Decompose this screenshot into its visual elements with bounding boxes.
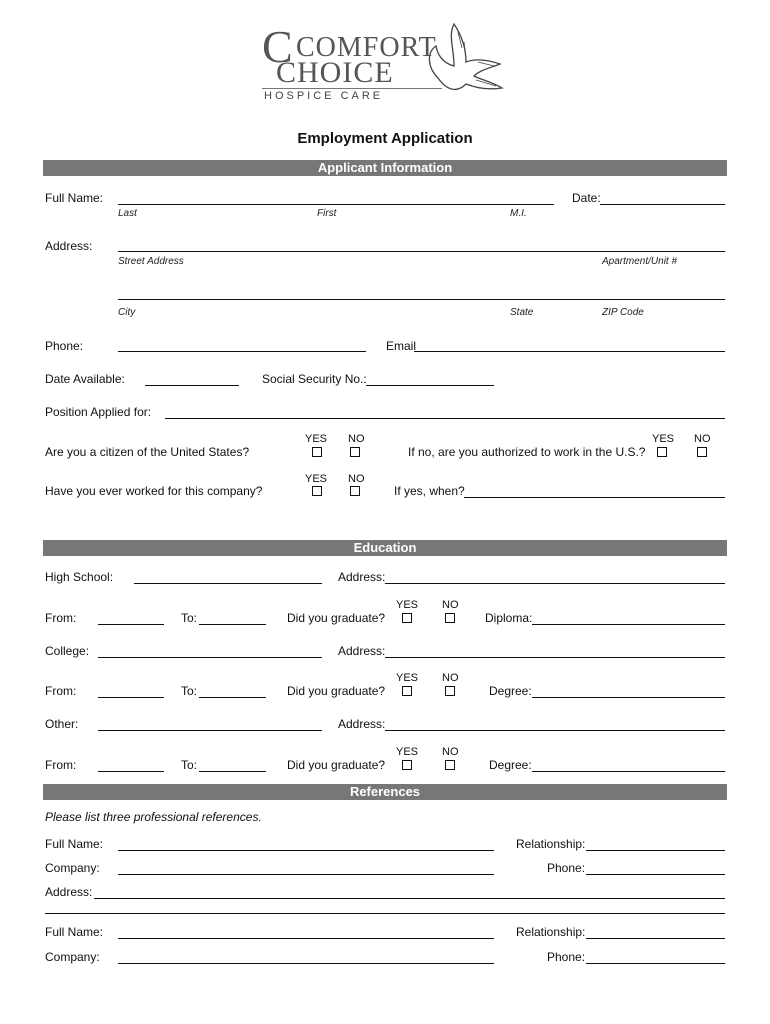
ref1-phone-label: Phone:: [547, 861, 586, 875]
college-label: College:: [45, 644, 90, 658]
date-label: Date:: [572, 191, 601, 205]
college-to-field[interactable]: [199, 697, 266, 698]
section-header-applicant: Applicant Information: [43, 160, 727, 176]
worked-no-label: NO: [348, 473, 365, 485]
ref2-company-field[interactable]: [118, 963, 494, 964]
logo-line1: COMFORT: [296, 32, 437, 63]
other-to-field[interactable]: [199, 771, 266, 772]
college-from-label: From:: [45, 684, 77, 698]
ref2-full-name-field[interactable]: [118, 938, 494, 939]
college-no-checkbox[interactable]: [445, 686, 455, 696]
logo-line3: HOSPICE CARE: [264, 90, 384, 102]
college-no-label: NO: [442, 672, 459, 684]
college-to-label: To:: [181, 684, 198, 698]
college-address-label: Address:: [338, 644, 386, 658]
ref1-company-label: Company:: [45, 861, 100, 875]
state-caption: State: [510, 307, 534, 318]
college-field[interactable]: [98, 657, 322, 658]
address-label: Address:: [45, 239, 93, 253]
hs-from-label: From:: [45, 611, 77, 625]
college-graduate-question: Did you graduate?: [287, 684, 386, 698]
ref2-company-label: Company:: [45, 950, 100, 964]
other-yes-checkbox[interactable]: [402, 760, 412, 770]
college-yes-checkbox[interactable]: [402, 686, 412, 696]
ref1-company-field[interactable]: [118, 874, 494, 875]
ref1-address-label: Address:: [45, 885, 93, 899]
street-caption: Street Address: [118, 256, 184, 267]
other-graduate-question: Did you graduate?: [287, 758, 386, 772]
ref1-relationship-label: Relationship:: [516, 837, 586, 851]
hs-from-field[interactable]: [98, 624, 164, 625]
college-from-field[interactable]: [98, 697, 164, 698]
references-intro: Please list three professional references.: [45, 810, 262, 824]
citizen-question: Are you a citizen of the United States?: [45, 445, 250, 459]
dove-icon: [418, 18, 510, 100]
ssn-field[interactable]: [366, 385, 494, 386]
other-degree-label: Degree:: [489, 758, 532, 772]
date-field[interactable]: [600, 204, 725, 205]
hs-address-label: Address:: [338, 570, 386, 584]
hs-yes-label: YES: [396, 599, 419, 611]
ssn-label: Social Security No.:: [262, 372, 367, 386]
college-address-field[interactable]: [385, 657, 725, 658]
section-header-references: References: [43, 784, 727, 800]
other-from-field[interactable]: [98, 771, 164, 772]
authorized-yes-checkbox[interactable]: [657, 447, 667, 457]
other-to-label: To:: [181, 758, 198, 772]
hs-no-label: NO: [442, 599, 459, 611]
position-label: Position Applied for:: [45, 405, 152, 419]
if-yes-when-label: If yes, when?: [394, 484, 465, 498]
hs-no-checkbox[interactable]: [445, 613, 455, 623]
ref1-address-line2[interactable]: [45, 913, 725, 914]
other-label: Other:: [45, 717, 79, 731]
other-field[interactable]: [98, 730, 322, 731]
ref2-relationship-field[interactable]: [586, 938, 725, 939]
full-name-label: Full Name:: [45, 191, 104, 205]
logo-letter-c1: C: [262, 21, 293, 72]
phone-field[interactable]: [118, 351, 366, 352]
email-label: Email: [386, 339, 417, 353]
zip-caption: ZIP Code: [602, 307, 644, 318]
phone-label: Phone:: [45, 339, 84, 353]
hs-graduate-question: Did you graduate?: [287, 611, 386, 625]
apt-caption: Apartment/Unit #: [602, 256, 678, 267]
other-yes-label: YES: [396, 746, 419, 758]
other-address-label: Address:: [338, 717, 386, 731]
worked-no-checkbox[interactable]: [350, 486, 360, 496]
if-yes-when-field[interactable]: [464, 497, 725, 498]
logo-line2: CHOICE: [276, 56, 394, 89]
ref2-phone-label: Phone:: [547, 950, 586, 964]
ref2-phone-field[interactable]: [586, 963, 725, 964]
section-header-education: Education: [43, 540, 727, 556]
college-degree-label: Degree:: [489, 684, 532, 698]
full-name-field[interactable]: [118, 204, 554, 205]
diploma-label: Diploma:: [485, 611, 533, 625]
authorized-question: If no, are you authorized to work in the U.S.?: [408, 445, 646, 459]
date-available-field[interactable]: [145, 385, 239, 386]
ref1-phone-field[interactable]: [586, 874, 725, 875]
ref1-relationship-field[interactable]: [586, 850, 725, 851]
high-school-label: High School:: [45, 570, 114, 584]
hs-yes-checkbox[interactable]: [402, 613, 412, 623]
hs-to-label: To:: [181, 611, 198, 625]
ref1-full-name-field[interactable]: [118, 850, 494, 851]
diploma-field[interactable]: [532, 624, 725, 625]
other-no-label: NO: [442, 746, 459, 758]
hs-address-field[interactable]: [385, 583, 725, 584]
college-degree-field[interactable]: [532, 697, 725, 698]
ref2-relationship-label: Relationship:: [516, 925, 586, 939]
other-from-label: From:: [45, 758, 77, 772]
citizen-no-checkbox[interactable]: [350, 447, 360, 457]
city-state-zip-field[interactable]: [118, 299, 725, 300]
ref1-address-field[interactable]: [94, 898, 725, 899]
college-yes-label: YES: [396, 672, 419, 684]
citizen-yes-checkbox[interactable]: [312, 447, 322, 457]
city-caption: City: [118, 307, 136, 318]
authorized-no-label: NO: [694, 433, 711, 445]
worked-yes-checkbox[interactable]: [312, 486, 322, 496]
other-no-checkbox[interactable]: [445, 760, 455, 770]
authorized-yes-label: YES: [652, 433, 675, 445]
form-title: Employment Application: [297, 130, 473, 147]
worked-yes-label: YES: [305, 473, 328, 485]
hs-to-field[interactable]: [199, 624, 266, 625]
authorized-no-checkbox[interactable]: [697, 447, 707, 457]
mi-caption: M.I.: [510, 208, 527, 219]
high-school-field[interactable]: [134, 583, 322, 584]
date-available-label: Date Available:: [45, 372, 125, 386]
ref2-full-name-label: Full Name:: [45, 925, 104, 939]
ref1-full-name-label: Full Name:: [45, 837, 104, 851]
first-caption: First: [317, 208, 337, 219]
citizen-yes-label: YES: [305, 433, 328, 445]
other-address-field[interactable]: [385, 730, 725, 731]
street-address-field[interactable]: [118, 251, 725, 252]
position-field[interactable]: [165, 418, 725, 419]
email-field[interactable]: [414, 351, 725, 352]
last-caption: Last: [118, 208, 137, 219]
worked-question: Have you ever worked for this company?: [45, 484, 263, 498]
other-degree-field[interactable]: [532, 771, 725, 772]
citizen-no-label: NO: [348, 433, 365, 445]
